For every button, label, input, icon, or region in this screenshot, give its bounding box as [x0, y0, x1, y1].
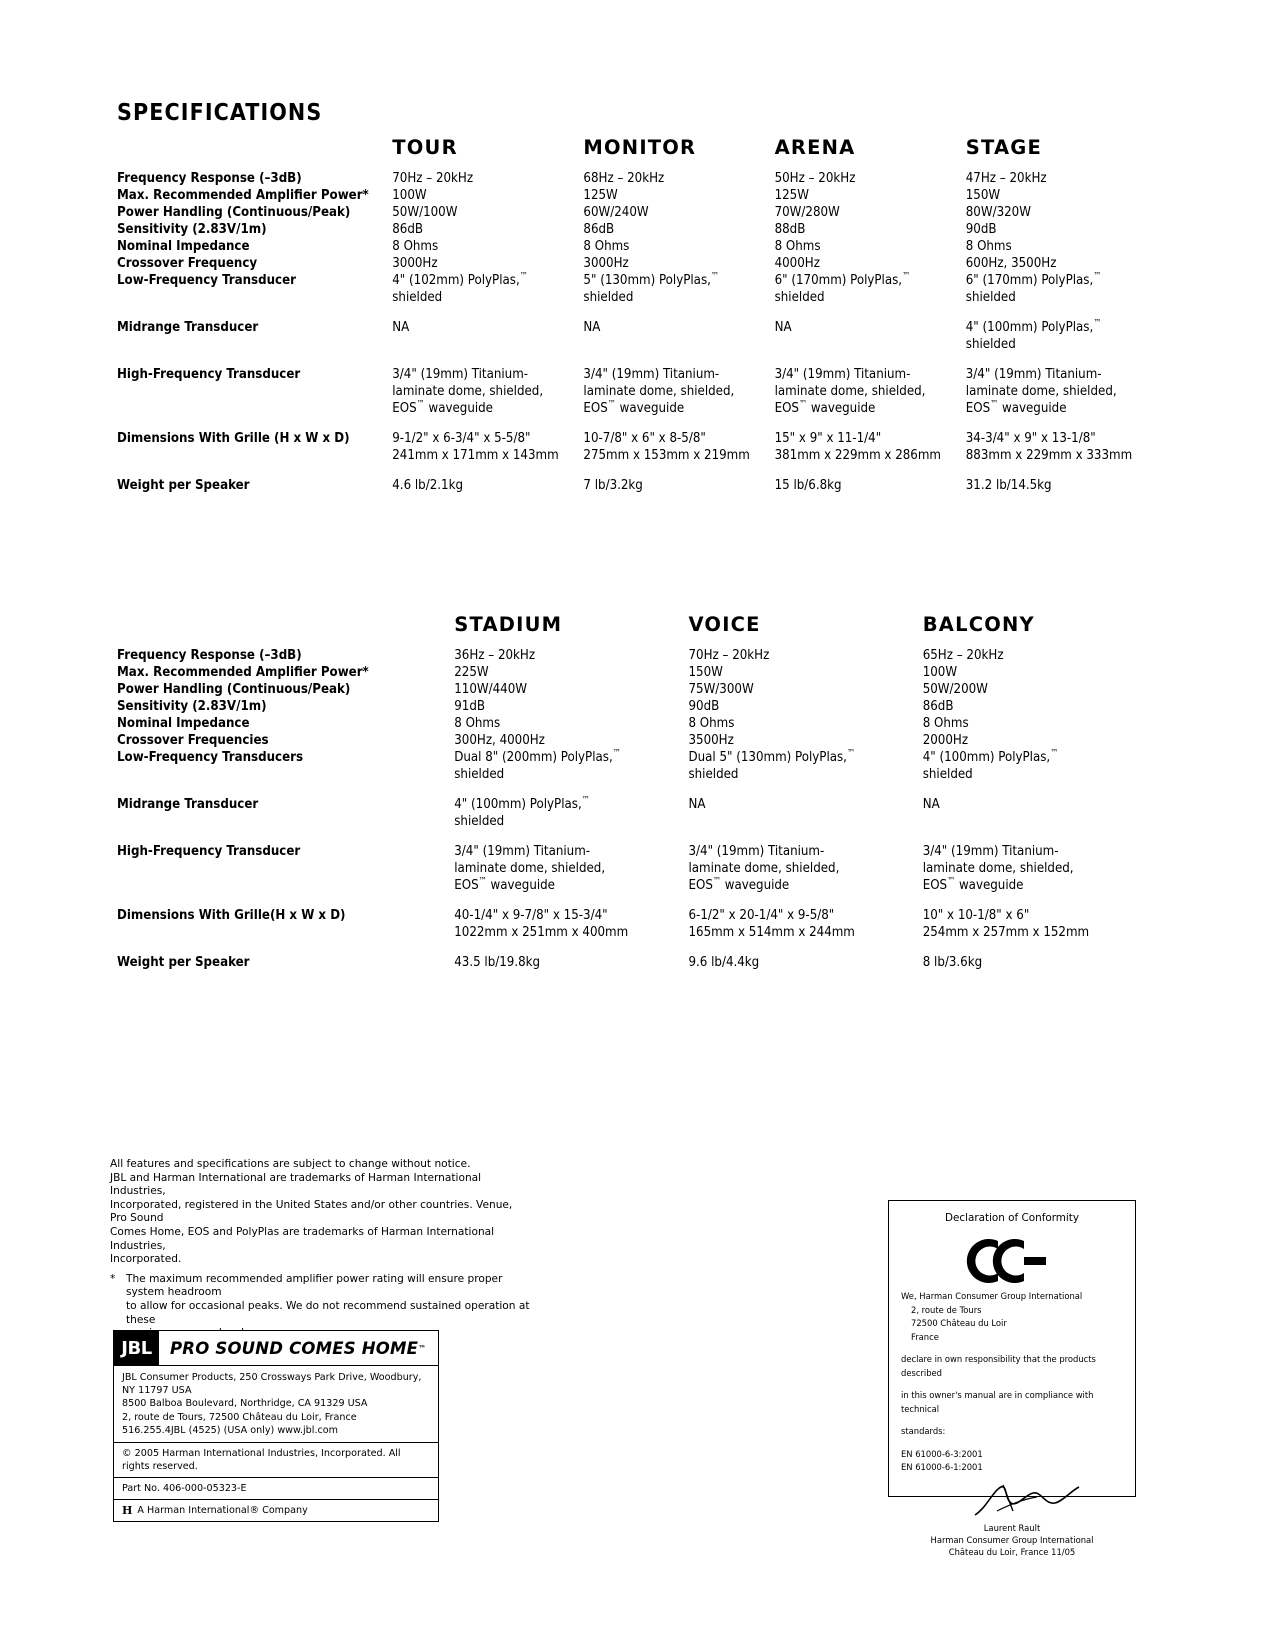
note-line-2: JBL and Harman International are trademarks of Harman International Industries, — [110, 1171, 482, 1198]
table-cell: 40-1/4" x 9-7/8" x 15-3/4" 1022mm x 251mm x 400mm — [454, 908, 629, 940]
note-line-3: Incorporated, registered in the United States and/or other countries. Venue, Pro Sound — [110, 1198, 513, 1225]
column-header-monitor: MONITOR — [583, 136, 697, 159]
note-line-4: Comes Home, EOS and PolyPlas are trademarks of Harman International Industries, — [110, 1225, 495, 1252]
trademark-icon: ™ — [519, 271, 528, 282]
jbl-tagline — [159, 1331, 438, 1365]
table-cell: NA — [688, 797, 706, 812]
signer-location: Château du Loir, France 11/05 — [948, 1546, 1076, 1557]
table-row — [117, 954, 1157, 971]
column-header-tour: TOUR — [392, 136, 458, 159]
trademark-icon: ™ — [1093, 318, 1102, 329]
table-row — [117, 796, 1157, 843]
table-cell: Dual 8" (200mm) PolyPlas,™ shielded — [454, 748, 621, 782]
page-title: SPECIFICATIONS — [117, 100, 323, 126]
table-cell: 91dB — [454, 699, 486, 714]
row-label: Sensitivity (2.83V/1m) — [117, 699, 267, 714]
conformity-address-1: 2, route de Tours — [911, 1304, 982, 1315]
signature-area — [889, 1479, 1135, 1523]
trademark-icon: ™ — [798, 399, 808, 410]
trademark-icon: ™ — [607, 399, 616, 410]
ce-mark-wrap — [889, 1232, 1135, 1290]
table-row — [117, 255, 1157, 272]
table-row — [117, 187, 1157, 204]
table-cell: 80W/320W — [965, 205, 1031, 220]
table-cell: 3/4" (19mm) Titanium- laminate dome, shielded, EOS™ waveguide — [688, 844, 840, 893]
table-cell: 8 lb/3.6kg — [922, 955, 983, 970]
table-cell: 86dB — [583, 222, 615, 237]
table-cell: 125W — [774, 188, 809, 203]
table-row — [117, 477, 1157, 494]
row-label: Midrange Transducer — [117, 320, 259, 335]
table-row — [117, 221, 1157, 238]
jbl-logo-header — [114, 1331, 438, 1366]
address-line-2: 8500 Balboa Boulevard, Northridge, CA 91329 USA — [122, 1398, 368, 1410]
trademark-icon: ™ — [418, 1343, 427, 1353]
trademark-icon: ™ — [710, 271, 720, 282]
conformity-title: Declaration of Conformity — [944, 1212, 1080, 1224]
table-cell: 36Hz – 20kHz — [454, 648, 536, 663]
harman-company-text: A Harman International® Company — [137, 1505, 308, 1517]
table-row — [117, 319, 1157, 366]
table-cell: 4.6 lb/2.1kg — [392, 478, 463, 493]
table-cell: 4" (100mm) PolyPlas,™ shielded — [922, 748, 1059, 782]
table-cell: 8 Ohms — [454, 716, 501, 731]
row-label: Power Handling (Continuous/Peak) — [117, 682, 351, 697]
conformity-body — [889, 1290, 1135, 1475]
jbl-tagline-text: PRO SOUND COMES HOME — [170, 1338, 419, 1358]
table-cell: 4000Hz — [774, 256, 820, 271]
table-cell: 31.2 lb/14.5kg — [965, 478, 1052, 493]
jbl-address — [114, 1366, 438, 1443]
table-row — [117, 664, 1157, 681]
column-header-spec — [117, 613, 454, 647]
spec-table-secondary — [117, 613, 1157, 971]
note-line-5: Incorporated. — [110, 1253, 182, 1266]
table-header-row — [117, 613, 1157, 647]
conformity-address-2: 72500 Château du Loir — [911, 1318, 1007, 1328]
table-cell: 9-1/2" x 6-3/4" x 5-5/8" 241mm x 171mm x 143mm — [392, 431, 559, 463]
table-row — [117, 430, 1157, 477]
table-cell: 8 Ohms — [774, 239, 821, 254]
table-cell: 90dB — [688, 699, 720, 714]
table-row — [117, 170, 1157, 187]
trademark-icon: ™ — [846, 748, 856, 759]
table-cell: 47Hz – 20kHz — [965, 171, 1047, 186]
table-cell: NA — [922, 797, 940, 812]
trademark-icon: ™ — [1050, 748, 1059, 759]
table-cell: 10-7/8" x 6" x 8-5/8" 275mm x 153mm x 219mm — [583, 431, 750, 463]
row-label: Low-Frequency Transducer — [117, 273, 296, 288]
table-row — [117, 204, 1157, 221]
table-cell: 70Hz – 20kHz — [688, 648, 770, 663]
trademark-icon: ™ — [612, 748, 621, 759]
column-header-balcony: BALCONY — [922, 613, 1035, 636]
row-label: Sensitivity (2.83V/1m) — [117, 222, 267, 237]
table-cell: 8 Ohms — [965, 239, 1012, 254]
declaration-of-conformity — [888, 1200, 1136, 1557]
conformity-address-3: France — [911, 1331, 939, 1342]
conformity-declaration-1: declare in own responsibility that the products described — [901, 1354, 1096, 1378]
table-cell: 3000Hz — [392, 256, 438, 271]
table-cell: 9.6 lb/4.4kg — [688, 955, 760, 970]
table-cell: 3/4" (19mm) Titanium- laminate dome, shielded, EOS™ waveguide — [583, 367, 735, 416]
column-header-voice: VOICE — [688, 613, 761, 636]
conformity-declaration-2: in this owner's manual are in compliance with technical — [901, 1390, 1094, 1414]
table-cell: 5" (130mm) PolyPlas,™ shielded — [583, 271, 720, 305]
table-header-row — [117, 136, 1157, 170]
row-label: Power Handling (Continuous/Peak) — [117, 205, 351, 220]
table-cell: 8 Ohms — [922, 716, 969, 731]
table-cell: 88dB — [774, 222, 806, 237]
part-number: Part No. 406-000-05323-E — [114, 1478, 438, 1500]
row-label: Nominal Impedance — [117, 239, 250, 254]
table-cell: 34-3/4" x 9" x 13-1/8" 883mm x 229mm x 333mm — [965, 431, 1133, 463]
table-cell: 4" (100mm) PolyPlas,™ shielded — [454, 795, 590, 829]
table-cell: 60W/240W — [583, 205, 649, 220]
table-cell: 86dB — [392, 222, 424, 237]
spec-table-primary — [117, 136, 1157, 494]
table-cell: 8 Ohms — [392, 239, 439, 254]
table-cell: 100W — [392, 188, 427, 203]
table-cell: 3500Hz — [688, 733, 734, 748]
note-line-1: All features and specifications are subject to change without notice. — [110, 1158, 471, 1170]
trademark-icon: ™ — [712, 876, 721, 887]
table-row — [117, 715, 1157, 732]
table-cell: 75W/300W — [688, 682, 754, 697]
table-cell: NA — [583, 320, 601, 335]
row-label: Max. Recommended Amplifier Power* — [117, 188, 369, 203]
table-cell: 68Hz – 20kHz — [583, 171, 665, 186]
table-cell: 4" (102mm) PolyPlas,™ shielded — [392, 271, 528, 305]
address-line-4: 516.255.4JBL (4525) (USA only) www.jbl.com — [122, 1424, 338, 1436]
trademark-icon: ™ — [990, 399, 999, 410]
table-cell: 10" x 10-1/8" x 6" 254mm x 257mm x 152mm — [922, 908, 1090, 940]
table-row — [117, 238, 1157, 255]
signature-icon — [967, 1481, 1087, 1523]
trademark-icon: ™ — [947, 876, 956, 887]
table-row — [117, 681, 1157, 698]
row-label: Frequency Response (–3dB) — [117, 648, 302, 663]
table-cell: 70Hz – 20kHz — [392, 171, 474, 186]
table-cell: 50Hz – 20kHz — [774, 171, 856, 186]
harman-company-line — [114, 1500, 438, 1521]
row-label: Nominal Impedance — [117, 716, 250, 731]
conformity-company: We, Harman Consumer Group International — [901, 1291, 1083, 1301]
conformity-standard-2: EN 61000-6-1:2001 — [901, 1462, 983, 1472]
table-cell: 125W — [583, 188, 618, 203]
row-label: Midrange Transducer — [117, 797, 259, 812]
table-row — [117, 732, 1157, 749]
signer-organization: Harman Consumer Group International — [930, 1535, 1094, 1545]
table-cell: 600Hz, 3500Hz — [965, 256, 1057, 271]
address-line-3: 2, route de Tours, 72500 Château du Loir, France — [122, 1411, 357, 1423]
column-header-arena: ARENA — [774, 136, 856, 159]
row-label: Weight per Speaker — [117, 955, 250, 970]
table-row — [117, 843, 1157, 907]
signer-block — [889, 1523, 1135, 1559]
table-cell: 50W/100W — [392, 205, 458, 220]
star-note-line-1: The maximum recommended amplifier power rating will ensure proper system headroom — [126, 1272, 503, 1299]
row-label: High-Frequency Transducer — [117, 367, 301, 382]
harman-logo-icon: H — [122, 1504, 133, 1518]
row-label: Low-Frequency Transducers — [117, 750, 304, 765]
table-cell: 4" (100mm) PolyPlas,™ shielded — [965, 318, 1102, 352]
table-cell: 15 lb/6.8kg — [774, 478, 842, 493]
column-header-spec — [117, 136, 392, 170]
column-header-stage: STAGE — [965, 136, 1043, 159]
table-row — [117, 272, 1157, 319]
column-header-stadium: STADIUM — [454, 613, 563, 636]
table-cell: Dual 5" (130mm) PolyPlas,™ shielded — [688, 748, 856, 782]
asterisk-marker: * — [110, 1272, 116, 1285]
table-cell: 3/4" (19mm) Titanium- laminate dome, shielded, EOS™ waveguide — [965, 367, 1117, 416]
table-cell: 110W/440W — [454, 682, 527, 697]
table-cell: NA — [774, 320, 792, 335]
spec-table-secondary-body — [117, 647, 1157, 971]
table-cell: 3/4" (19mm) Titanium- laminate dome, shielded, EOS™ waveguide — [454, 844, 606, 893]
conformity-declaration-3: standards: — [901, 1426, 946, 1436]
table-cell: 70W/280W — [774, 205, 840, 220]
address-line-1: JBL Consumer Products, 250 Crossways Park Drive, Woodbury, NY 11797 USA — [122, 1372, 422, 1397]
row-label: Dimensions With Grille (H x W x D) — [117, 431, 350, 446]
star-note-line-2: to allow for occasional peaks. We do not recommend sustained operation at these — [126, 1299, 530, 1326]
trademark-icon: ™ — [1093, 271, 1102, 282]
table-cell: 300Hz, 4000Hz — [454, 733, 545, 748]
table-cell: 6-1/2" x 20-1/4" x 9-5/8" 165mm x 514mm x 244mm — [688, 908, 855, 940]
table-cell: 3/4" (19mm) Titanium- laminate dome, shielded, EOS™ waveguide — [392, 367, 544, 416]
row-label: High-Frequency Transducer — [117, 844, 301, 859]
table-cell: 86dB — [922, 699, 954, 714]
table-row — [117, 749, 1157, 796]
row-label: Crossover Frequency — [117, 256, 258, 271]
table-cell: 150W — [965, 188, 1001, 203]
ce-mark-icon — [958, 1235, 1066, 1287]
table-cell: 43.5 lb/19.8kg — [454, 955, 541, 970]
table-cell: 3/4" (19mm) Titanium- laminate dome, shielded, EOS™ waveguide — [774, 367, 926, 416]
table-row — [117, 366, 1157, 430]
table-cell: NA — [392, 320, 410, 335]
table-cell: 2000Hz — [922, 733, 969, 748]
jbl-logo-block — [113, 1330, 439, 1522]
table-cell: 90dB — [965, 222, 997, 237]
table-cell: 225W — [454, 665, 489, 680]
trademark-icon: ™ — [902, 271, 911, 282]
footnotes — [110, 1158, 530, 1341]
table-cell: 150W — [688, 665, 723, 680]
table-row — [117, 907, 1157, 954]
row-label: Weight per Speaker — [117, 478, 250, 493]
jbl-logo-icon: JBL — [114, 1331, 159, 1365]
trademark-icon: ™ — [581, 795, 590, 806]
row-label: Frequency Response (–3dB) — [117, 171, 302, 186]
row-label: Dimensions With Grille(H x W x D) — [117, 908, 346, 923]
row-label: Max. Recommended Amplifier Power* — [117, 665, 369, 680]
trademark-icon: ™ — [478, 876, 487, 887]
copyright-notice: © 2005 Harman International Industries, Incorporated. All rights reserved. — [114, 1443, 438, 1478]
table-cell: 15" x 9" x 11-1/4" 381mm x 229mm x 286mm — [774, 431, 941, 463]
table-cell: 7 lb/3.2kg — [583, 478, 643, 493]
table-cell: 3/4" (19mm) Titanium- laminate dome, shielded, EOS™ waveguide — [922, 844, 1074, 893]
row-label: Crossover Frequencies — [117, 733, 269, 748]
table-row — [117, 698, 1157, 715]
signer-name: Laurent Rault — [983, 1522, 1041, 1533]
table-row — [117, 647, 1157, 664]
conformity-standard-1: EN 61000-6-3:2001 — [901, 1448, 983, 1459]
table-cell: 6" (170mm) PolyPlas,™ shielded — [774, 271, 911, 305]
trademark-icon: ™ — [416, 399, 425, 410]
spec-table-primary-body — [117, 170, 1157, 494]
table-cell: 65Hz – 20kHz — [922, 648, 1004, 663]
table-cell: 6" (170mm) PolyPlas,™ shielded — [965, 271, 1102, 305]
table-cell: 8 Ohms — [583, 239, 630, 254]
table-cell: 3000Hz — [583, 256, 629, 271]
table-cell: 100W — [922, 665, 958, 680]
table-cell: 8 Ohms — [688, 716, 735, 731]
table-cell: 50W/200W — [922, 682, 988, 697]
